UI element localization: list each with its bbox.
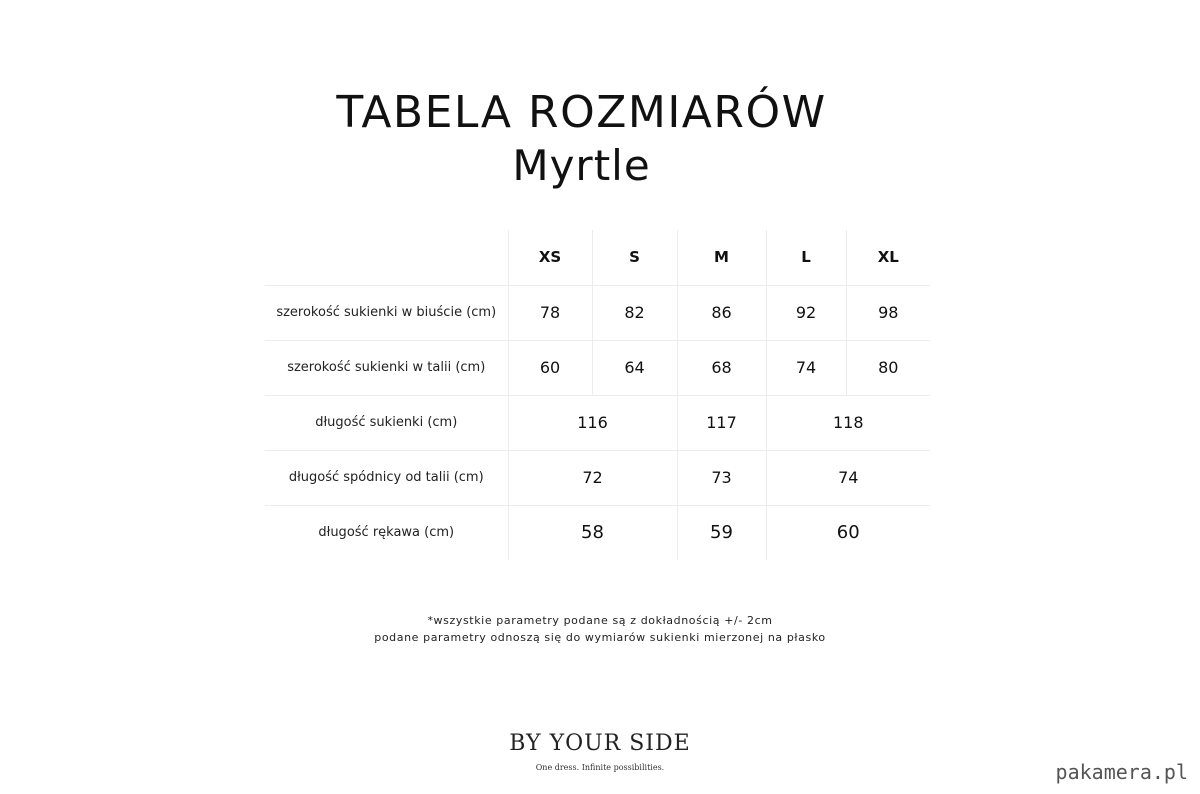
cell-value: 118 — [832, 413, 864, 432]
table-header-row — [265, 230, 930, 285]
cell-value: 60 — [836, 522, 860, 544]
cell-value: 68 — [677, 340, 766, 395]
table-row — [265, 285, 930, 340]
size-table — [265, 230, 930, 560]
brand-tagline: One dress. Infinite possibilities. — [535, 763, 665, 772]
cell-value: 117 — [677, 395, 766, 450]
cell-value: 59 — [677, 505, 766, 560]
cell-value: 80 — [878, 358, 899, 377]
cell-value: 116 — [508, 395, 677, 450]
cell-value: 73 — [677, 450, 766, 505]
row-label: szerokość sukienki w biuście (cm) — [265, 285, 508, 340]
watermark: pakamera.pl — [1055, 760, 1188, 784]
page-title: TABELA ROZMIARÓW — [336, 87, 827, 138]
accuracy-note: *wszystkie parametry podane są z dokładnością +/- 2cm — [427, 614, 773, 627]
cell-value: 86 — [677, 285, 766, 340]
table-row — [265, 505, 930, 560]
measurement-note: podane parametry odnoszą się do wymiarów sukienki mierzonej na płasko — [374, 631, 826, 644]
table-row — [265, 450, 930, 505]
size-header-xl: XL — [877, 248, 899, 267]
row-label: długość spódnicy od talii (cm) — [265, 450, 508, 505]
cell-value: 74 — [766, 340, 846, 395]
size-header-m: M — [677, 230, 766, 285]
cell-value: 78 — [508, 285, 592, 340]
cell-value: 72 — [508, 450, 677, 505]
table-row — [265, 340, 930, 395]
cell-value: 82 — [592, 285, 677, 340]
cell-value: 60 — [508, 340, 592, 395]
table-row — [265, 395, 930, 450]
row-label: długość sukienki (cm) — [265, 395, 508, 450]
product-name: Myrtle — [512, 141, 651, 190]
cell-value: 64 — [592, 340, 677, 395]
cell-value: 98 — [878, 303, 899, 322]
size-header-l: L — [766, 230, 846, 285]
size-header-s: S — [592, 230, 677, 285]
cell-value: 58 — [508, 505, 677, 560]
cell-value: 74 — [838, 468, 859, 487]
size-header-xs: XS — [508, 230, 592, 285]
row-label: długość rękawa (cm) — [265, 505, 508, 560]
cell-value: 92 — [766, 285, 846, 340]
brand-logo-text: BY YOUR SIDE — [509, 731, 691, 756]
row-label: szerokość sukienki w talii (cm) — [265, 340, 508, 395]
corner-cell — [265, 230, 508, 285]
